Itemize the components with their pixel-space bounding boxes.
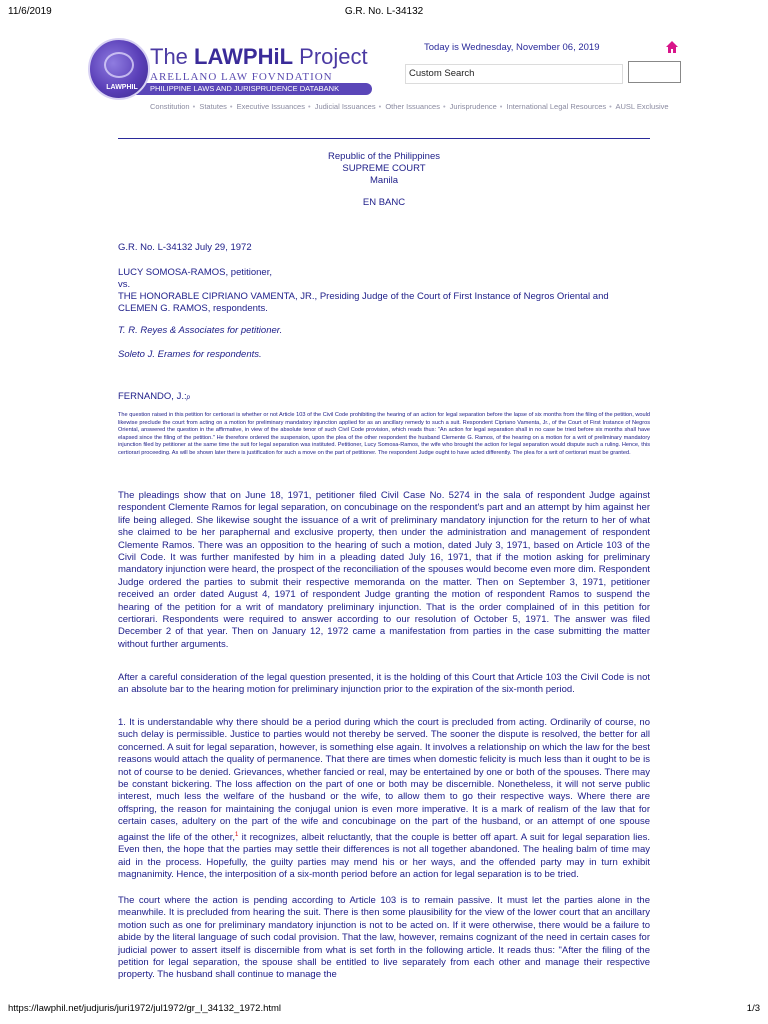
ponente-name: FERNANDO, J.: xyxy=(118,391,187,402)
print-date: 11/6/2019 xyxy=(8,6,52,17)
page-url: https://lawphil.net/judjuris/juri1972/jul1972/gr_l_34132_1972.html xyxy=(8,1003,282,1014)
home-icon[interactable] xyxy=(665,40,679,54)
page-number: 1/3 xyxy=(746,1003,760,1014)
nav-item-international-legal-resources[interactable]: International Legal Resources xyxy=(506,102,607,111)
division-heading: EN BANC xyxy=(362,197,406,208)
nav-item-other-issuances[interactable]: Other Issuances xyxy=(385,102,440,111)
case-summary: The question raised in this petition for certiorari is whether or not Article 103 of the Civil Code prohibiting the hearing of an action for legal separation before the lapse of six months from the filing of the petition, would likewise preclude the court from acting on a motion for preliminary mandatory injunction applied for as an ancillary remedy to such a suit. Respondent Cipriano Vamenta, Jr., of the Court of First Instance of Negros Oriental, answered the question in the affirmative, in view of the absolute tenor of such Civil Code provision, which reads thus: "An action for legal separation shall in no case be tried before six months shall have elapsed since the filing of the petition." He therefore ordered the suspension, upon the plea of the other respondent the husband Clemente G. Ramos, of the hearing on a motion for a writ of preliminary mandatory injunction filed by petitioner at the same time the suit for legal separation was instituted. Petitioner, Lucy Somosa-Ramos, the wife who brought the action for legal separation would dispute such a ruling. Hence, this certiorari proceeding. As will be shown later there is justification for such a move on the part of petitioner. The respondent Judge ought to have acted differently. The plea for a writ of certiorari must be granted. xyxy=(118,412,650,456)
nav-item-executive-issuances[interactable]: Executive Issuances xyxy=(236,102,305,111)
top-nav: Constitution • Statutes • Executive Issuances • Judicial Issuances • Other Issuances • Jurisprudence • International Legal Resources • AUSL Exclusive xyxy=(150,102,669,111)
today-date: Today is Wednesday, November 06, 2019 xyxy=(424,42,600,53)
vs-line: vs. xyxy=(118,279,131,290)
body-paragraph-2: After a careful consideration of the legal question presented, it is the holding of this Court that Article 103 the Civil Code is not an absolute bar to the hearing motion for preliminary injunction prior to the expiration of the six-month period. xyxy=(118,672,650,696)
lawphil-logo[interactable] xyxy=(88,38,388,100)
brand-name: The LAWPHiL Project xyxy=(150,44,368,69)
header-divider xyxy=(118,138,650,139)
logo-banner: PHILIPPINE LAWS AND JURISPRUDENCE DATABANK xyxy=(102,83,372,95)
print-title: G.R. No. L-34132 xyxy=(344,6,424,17)
nav-item-constitution[interactable]: Constitution xyxy=(150,102,190,111)
ponente xyxy=(118,391,650,404)
print-header xyxy=(0,6,768,20)
seal-text: LAWPHIL xyxy=(106,84,138,91)
body-paragraph-3: 1. It is understandable why there should be a period during which the court is precluded from acting. Ordinarily of course, no such delay is permissible. Justice to parties would not thereby be served. The sooner the dispute is resolved, the better for all concerned. A suit for legal separation, however, is something else again. It involves a relationship on which the law for the best reasons would attach the quality of permanence. That there are times when domestic felicity is much less than it ought to be is not of course to be denied. Grievances, whether fancied or real, may be entertained by one or both of the spouses. There may be constant bickering. The loss affection on the part of one or both may be discernible. Nonetheless, it will not serve public interest, much less the welfare of the husband or the wife, to allow them to go their respective ways. Where there are offspring, the reason for maintaining the conjugal union is even more imperative. It is a mark of realism of the law that for certain cases, adultery on the part of the wife and concubinage on the part of the husband, or an attempt of one spouse against the life of the other,$^1$ it recognizes, albeit reluctantly, that the couple is better off apart. A suit for legal separation lies. Even then, the hope that the parties may settle their differences is not all together abandoned. The healing balm of time may aid in the process. Hopefully, the guilty parties may mend his or her ways, and the offended party may in turn exhibit magnanimity. Hence, the interposition of a six-month period before an action for legal separation is to be tried. xyxy=(118,717,650,881)
nav-item-statutes[interactable]: Statutes xyxy=(199,102,227,111)
search-input[interactable] xyxy=(628,61,681,83)
print-footer xyxy=(0,1003,768,1017)
city-heading: Manila xyxy=(370,175,398,186)
body-paragraph-1: The pleadings show that on June 18, 1971, petitioner filed Civil Case No. 5274 in the sala of respondent Judge against respondent Clemente Ramos for legal separation, on concubinage on the respondent's part and an attempt by him against her life being alleged. She likewise sought the issuance of a writ of preliminary mandatory injunction for the return to her of what she claimed to be her paraphernal and exclusive property, then under the administration and management of respondent Clemente Ramos. There was an opposition to the hearing of such a motion, dated July 3, 1971, based on Article 103 of the Civil Code. It was further manifested by him in a pleading dated July 16, 1971, that if the motion asking for preliminary mandatory injunction were heard, the prospect of the reconciliation of the spouses would become even more dim. Respondent Judge ordered the parties to submit their respective memoranda on the matter. Then on September 3, 1971, petitioner received an order dated August 4, 1971 of respondent Judge granting the motion of respondent Ramos to suspend the hearing of the petition for a writ of mandatory preliminary injunction. That is the order complained of in this petition for certiorari. Respondents were required to answer according to our resolution of October 5, 1971. The answer was filed December 2 of that year. Then on January 12, 1972 came a manifestation from parties in the case submitting the matter without further arguments. xyxy=(118,490,650,650)
ponente-mark: p xyxy=(186,395,190,401)
nav-item-ausl-exclusive[interactable]: AUSL Exclusive xyxy=(615,102,669,111)
respondent-line: THE HONORABLE CIPRIANO VAMENTA, JR., Presiding Judge of the Court of First Instance of Negros Oriental and CLEMEN G. RAMOS, respondents. xyxy=(118,291,609,315)
nav-item-judicial-issuances[interactable]: Judicial Issuances xyxy=(314,102,376,111)
counsel-petitioner: T. R. Reyes & Associates for petitioner. xyxy=(118,325,283,336)
brand-subtitle: ARELLANO LAW FOVNDATION xyxy=(150,71,333,83)
counsel-respondent: Soleto J. Erames for respondents. xyxy=(118,349,262,360)
body-paragraph-4: The court where the action is pending according to Article 103 is to remain passive. It must let the parties alone in the meanwhile. It is precluded from hearing the suit. There is then some plausibility for the view of the lower court that an ancillary motion such as one for preliminary mandatory injunction is not to be acted on. If it were otherwise, there would be a failure to abide by the literal language of such codal provision. That the law, however, remains cognizant of the need in certain cases for judicial power to assert itself is discernible from what is set forth in the following article. It reads thus: "After the filing of the petition for legal separation, the spouse shall be entitled to live separately from each other and manage their respective property. The husband shall continue to manage the xyxy=(118,895,650,981)
custom-search-label: Custom Search xyxy=(405,64,623,84)
case-number: G.R. No. L-34132 July 29, 1972 xyxy=(118,242,252,253)
footnote-ref-1[interactable]: 1 xyxy=(235,831,239,838)
nav-item-jurisprudence[interactable]: Jurisprudence xyxy=(449,102,497,111)
court-heading: SUPREME COURT xyxy=(342,163,426,174)
republic-heading: Republic of the Philippines xyxy=(328,151,440,162)
seal-icon xyxy=(88,38,150,100)
petitioner-line: LUCY SOMOSA-RAMOS, petitioner, xyxy=(118,267,272,278)
